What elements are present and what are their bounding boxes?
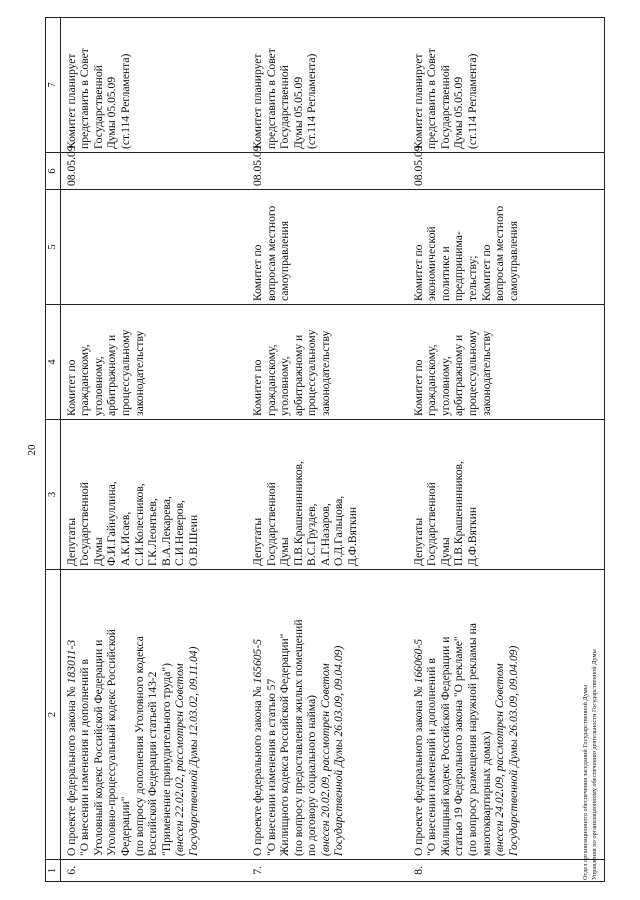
cell-line: "О внесении изменений и дополнений в — [425, 658, 439, 856]
cell-line: Депутаты — [64, 517, 78, 566]
cell-line: "Применение принудительного труда") — [159, 663, 173, 856]
cell-line: арбитражному и — [291, 334, 305, 416]
table-row — [60, 18, 247, 882]
row-number: 8. — [408, 860, 605, 882]
cell-line — [65, 573, 79, 856]
deadline-date: 08.05.09 — [408, 153, 605, 190]
cell-line: (ст.114 Регламента) — [465, 53, 479, 149]
cell-line: Думы 05.05.09 — [452, 76, 466, 149]
cell-line: представить в Совет — [264, 48, 278, 149]
cell-line: по договору социального найма) — [305, 694, 319, 856]
cell-line: О.В.Шеин — [186, 514, 200, 566]
cell-line: "О внесении изменения и дополнений в — [78, 659, 92, 856]
bill-description — [60, 570, 247, 860]
row-number: 7. — [247, 860, 408, 882]
cell-line: Думы — [278, 537, 292, 566]
co-committee — [247, 190, 408, 305]
cell-line: Г.К.Леонтьев, — [146, 498, 160, 566]
deadline-date: 08.05.09 — [247, 153, 408, 190]
responsible-committee — [408, 305, 605, 420]
cell-line: П.В.Крашенинников, — [452, 461, 466, 566]
bill-authors — [60, 420, 247, 570]
cell-line: Д.Ф.Вяткин — [465, 506, 479, 566]
cell-line: (внесен 24.02.09, рассмотрен Советом — [493, 663, 507, 856]
cell-line: Депутаты — [411, 517, 425, 566]
cell-line: арбитражному и — [452, 334, 466, 416]
bill-description — [408, 570, 605, 860]
cell-line: С.И.Колесников, — [132, 483, 146, 566]
cell-line: гражданскому, — [425, 344, 439, 416]
cell-line: Думы — [438, 537, 452, 566]
page-number: 20 — [26, 444, 38, 456]
column-number: 4 — [46, 305, 61, 420]
bill-authors — [408, 420, 605, 570]
cell-line: политике и — [438, 246, 452, 301]
cell-line: (по вопросу размещения наружной рекламы на — [465, 623, 479, 856]
cell-line: В.С.Груздев, — [305, 503, 319, 566]
cell-line: Жилищный кодекс Российской Федерации и — [438, 636, 452, 856]
deadline-date: 08.05.09 — [60, 153, 247, 190]
cell-line: Государственной — [425, 482, 439, 566]
cell-line: П.В.Крашенинников, — [291, 461, 305, 566]
cell-line: вопросам местного — [493, 205, 507, 301]
cell-line: процессуальному — [118, 329, 132, 416]
cell-line: Думы 05.05.09 — [291, 76, 305, 149]
cell-line: гражданскому, — [264, 344, 278, 416]
column-number: 6 — [46, 153, 61, 190]
cell-line: Жилищного кодекса Российской Федерации" — [278, 633, 292, 856]
bills-table — [45, 17, 605, 882]
cell-line: А.Г.Назаров, — [318, 503, 332, 566]
co-committee — [60, 190, 247, 305]
column-number-row — [46, 18, 61, 882]
cell-line: предпринима- — [452, 231, 466, 301]
cell-line: Государственной — [278, 65, 292, 149]
cell-line: многоквартирных домах) — [479, 731, 493, 856]
cell-line: Комитет по — [479, 244, 493, 301]
cell-line: Комитет по — [64, 359, 78, 416]
cell-line: Комитет планирует — [64, 53, 78, 149]
cell-line: Российской Федерации статьей 143-2 — [146, 671, 160, 856]
bill-number: 165605-5 — [250, 638, 264, 684]
cell-line: Думы 05.05.09 — [105, 76, 119, 149]
cell-line: представить в Совет — [425, 48, 439, 149]
cell-line: Государственной — [91, 65, 105, 149]
cell-line: Д.Ф.Вяткин — [346, 506, 360, 566]
column-number: 5 — [46, 190, 61, 305]
footer — [582, 550, 599, 880]
bill-number: 183011-3 — [64, 639, 78, 684]
bill-authors — [247, 420, 408, 570]
bill-number: 166060-5 — [411, 638, 425, 684]
cell-line: законодательству — [132, 330, 146, 416]
cell-line: самоуправления — [278, 220, 292, 301]
table-row — [247, 18, 408, 882]
cell-line: Думы — [91, 537, 105, 566]
cell-line: Государственной Думы 12.03.02, 09.11.04) — [186, 646, 200, 856]
cell-line: Комитет планирует — [250, 53, 264, 149]
cell-line: А.К.Исаев, — [118, 511, 132, 566]
rotated-page — [45, 18, 605, 882]
cell-line: гражданскому, — [78, 344, 92, 416]
column-number: 3 — [46, 420, 61, 570]
responsible-committee — [60, 305, 247, 420]
cell-line: О.Д.Гальцова, — [332, 495, 346, 566]
cell-line: В.А.Лекарева, — [159, 496, 173, 566]
cell-line: (ст.114 Регламента) — [118, 53, 132, 149]
cell-line: уголовному, — [438, 356, 452, 416]
co-committee — [408, 190, 605, 305]
decision — [247, 18, 408, 153]
row-number: 6. — [60, 860, 247, 882]
cell-line: Государственной — [78, 482, 92, 566]
cell-line: тельству; — [465, 255, 479, 301]
cell-line: Комитет по — [250, 359, 264, 416]
cell-line: экономической — [425, 226, 439, 301]
responsible-committee — [247, 305, 408, 420]
cell-line: Уголовный кодекс Российской Федерации и — [91, 639, 105, 856]
cell-line: (по вопросу предоставления жилых помещений — [291, 619, 305, 856]
cell-line: арбитражному и — [105, 334, 119, 416]
cell-line: (внесен 22.02.02, рассмотрен Советом — [173, 663, 187, 856]
cell-line: законодательству — [318, 330, 332, 416]
column-number: 7 — [46, 18, 61, 153]
cell-line: Государственной Думы 26.03.09, 09.04.09) — [506, 645, 520, 856]
footer-line: Отдел организационного обеспечения заседаний Государственной Думы — [582, 685, 589, 880]
cell-line: уголовному, — [278, 356, 292, 416]
bill-intro: О проекте федерального закона № — [411, 683, 425, 856]
cell-line: С.И.Неверов, — [173, 500, 187, 566]
column-number: 2 — [46, 570, 61, 860]
bill-intro: О проекте федерального закона № — [250, 683, 264, 856]
cell-line: Депутаты — [250, 517, 264, 566]
cell-line: Федерации" — [118, 796, 132, 856]
cell-line: вопросам местного — [264, 205, 278, 301]
cell-line: Комитет планирует — [411, 53, 425, 149]
cell-line: уголовному, — [91, 356, 105, 416]
cell-line: (внесен 20.02.09, рассмотрен Советом — [318, 663, 332, 856]
cell-line: Государственной — [264, 482, 278, 566]
cell-line: Государственной — [438, 65, 452, 149]
footer-line: Управления по организационному обеспечению деятельности Государственной Думы — [590, 649, 598, 880]
cell-line — [251, 573, 265, 856]
column-number: 1 — [46, 860, 61, 882]
cell-line: Комитет по — [411, 244, 425, 301]
cell-line: процессуальному — [465, 329, 479, 416]
cell-line: (по вопросу дополнения Уголовного кодекса — [132, 636, 146, 856]
cell-line: Государственной Думы 26.03.09, 09.04.09) — [332, 645, 346, 856]
decision — [408, 18, 605, 153]
cell-line: "О внесении изменения в статью 57 — [264, 678, 278, 856]
decision — [60, 18, 247, 153]
cell-line: самоуправления — [506, 220, 520, 301]
cell-line: представить в Совет — [78, 48, 92, 149]
cell-line: законодательству — [479, 330, 493, 416]
cell-line — [412, 573, 426, 856]
cell-line: (ст.114 Регламента) — [305, 53, 319, 149]
cell-line: Комитет по — [250, 244, 264, 301]
cell-line: Ф.И.Гайнуллина, — [105, 481, 119, 566]
cell-line: статью 19 Федерального закона "О рекламе" — [452, 636, 466, 856]
bill-description — [247, 570, 408, 860]
table-row — [408, 18, 605, 882]
bill-intro: О проекте федерального закона № — [64, 683, 78, 856]
cell-line: Комитет по — [411, 359, 425, 416]
cell-line: Уголовно-процессуальный кодекс Российской — [105, 629, 119, 856]
cell-line: процессуальному — [305, 329, 319, 416]
